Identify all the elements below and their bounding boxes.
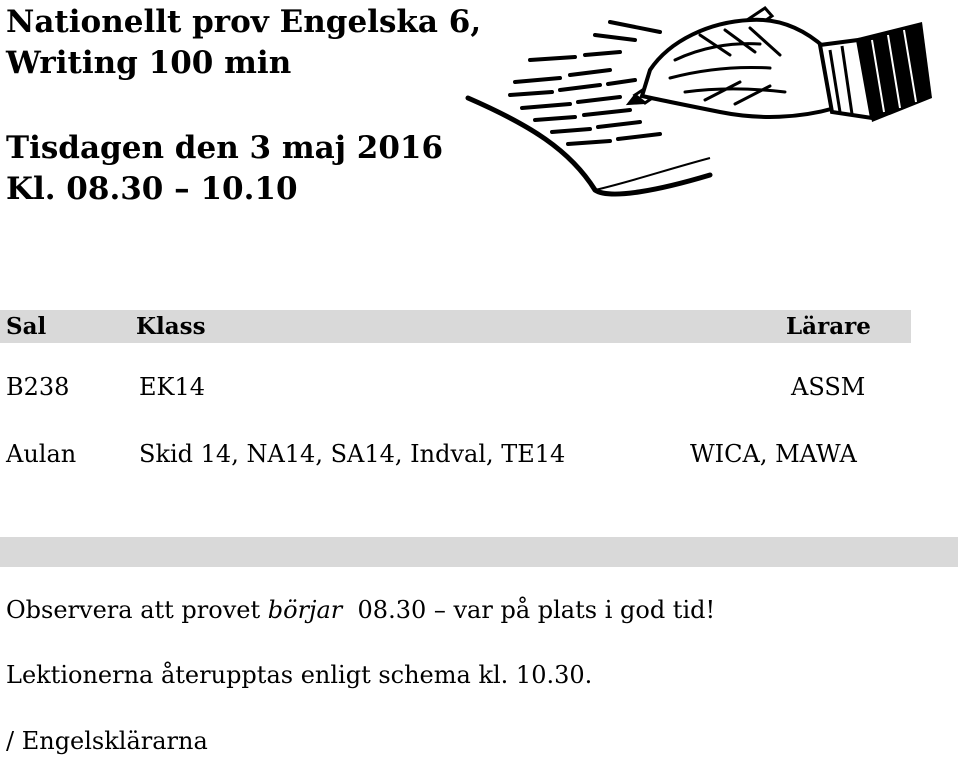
- exam-title-line2: Writing 100 min: [6, 45, 292, 81]
- header-class: Klass: [136, 313, 206, 340]
- row-class: EK14: [139, 373, 205, 401]
- exam-date: Tisdagen den 3 maj 2016: [6, 130, 444, 166]
- exam-time: Kl. 08.30 – 10.10: [6, 171, 298, 207]
- header-room: Sal: [6, 313, 47, 340]
- table-header: [0, 310, 911, 343]
- start-notice: [6, 596, 715, 624]
- exam-title: [6, 2, 481, 84]
- signature: / Engelsklärarna: [6, 727, 208, 755]
- row-class: Skid 14, NA14, SA14, Indval, TE14: [139, 440, 566, 468]
- exam-title-line1: Nationellt prov Engelska 6,: [6, 4, 482, 40]
- divider-bar: [0, 537, 958, 567]
- start-notice-emphasis: börjar: [267, 596, 343, 624]
- hand-writing-with-pen-illustration: [460, 0, 935, 215]
- start-notice-text: Observera att provet: [6, 596, 268, 624]
- row-teacher: WICA, MAWA: [690, 440, 857, 468]
- row-teacher: ASSM: [791, 373, 866, 401]
- exam-schedule: [6, 128, 443, 210]
- row-room: Aulan: [6, 440, 77, 468]
- resume-notice: Lektionerna återupptas enligt schema kl. 10.30.: [6, 661, 593, 689]
- header-teacher: Lärare: [786, 313, 871, 340]
- row-room: B238: [6, 373, 70, 401]
- start-notice-time: 08.30 – var på plats i god tid!: [342, 596, 716, 624]
